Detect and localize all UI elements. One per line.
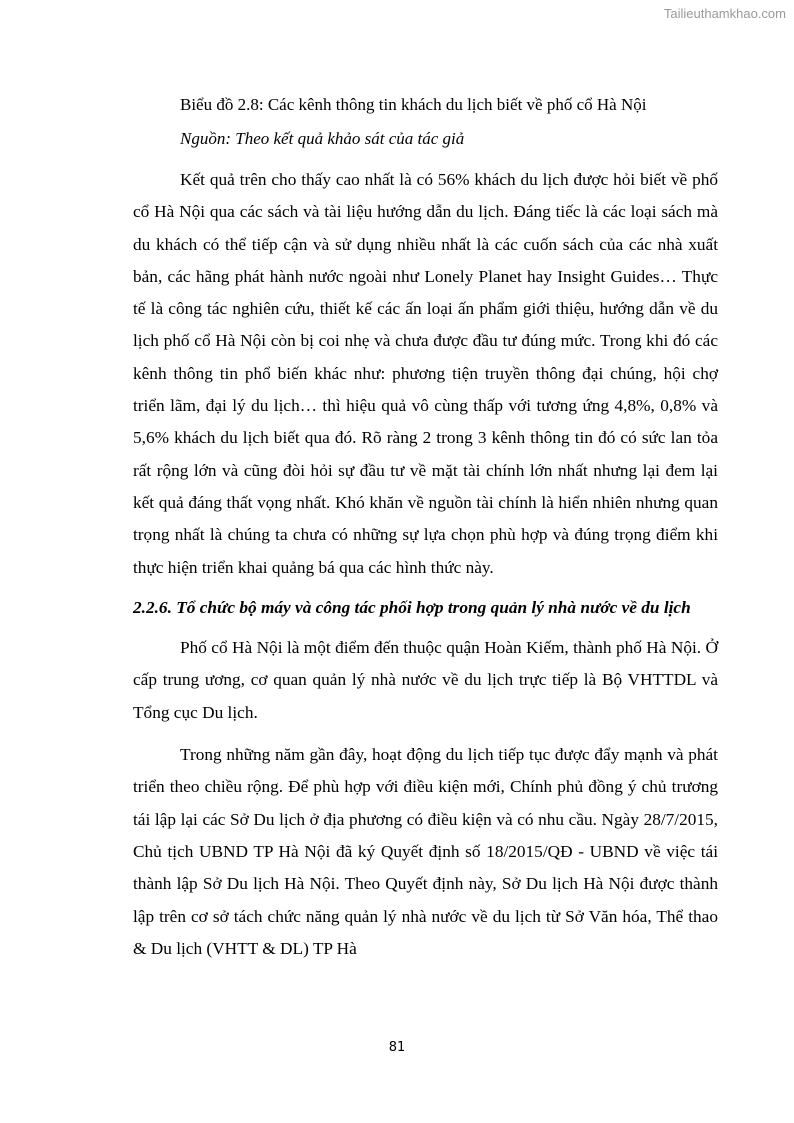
section-heading: 2.2.6. Tổ chức bộ máy và công tác phối hợp trong quản lý nhà nước về du lịch bbox=[133, 597, 691, 617]
watermark: Tailieuthamkhao.com bbox=[663, 6, 786, 21]
page-number: 81 bbox=[388, 1040, 406, 1055]
document-page bbox=[133, 88, 718, 965]
paragraph-3: Trong những năm gần đây, hoạt động du lịch tiếp tục được đẩy mạnh và phát triển theo chiều rộng. Để phù hợp với điều kiện mới, Chính phủ đồng ý chủ trương tái lập lại các Sở Du lịch ở địa phương có điều kiện và có nhu cầu. Ngày 28/7/2015, Chủ tịch UBND TP Hà Nội đã ký Quyết định số 18/2015/QĐ - UBND về việc tái thành lập Sở Du lịch Hà Nội. Theo Quyết định này, Sở Du lịch Hà Nội được thành lập trên cơ sở tách chức năng quản lý nhà nước về du lịch từ Sở Văn hóa, Thể thao & Du lịch (VHTT & DL) TP Hà bbox=[133, 745, 718, 958]
figure-source: Nguồn: Theo kết quả khảo sát của tác giả bbox=[180, 129, 465, 148]
paragraph-2: Phố cổ Hà Nội là một điểm đến thuộc quận Hoàn Kiếm, thành phố Hà Nội. Ở cấp trung ương, cơ quan quản lý nhà nước về du lịch trực tiếp là Bộ VHTTDL và Tổng cục Du lịch. bbox=[133, 638, 718, 722]
paragraph-1: Kết quả trên cho thấy cao nhất là có 56% khách du lịch được hỏi biết về phố cổ Hà Nội qua các sách và tài liệu hướng dẫn du lịch. Đáng tiếc là các loại sách mà du khách có thể tiếp cận và sử dụng nhiều nhất là các cuốn sách của các nhà xuất bản, các hãng phát hành nước ngoài như Lonely Planet hay Insight Guides… Thực tế là công tác nghiên cứu, thiết kế các ấn loại ấn phẩm giới thiệu, hướng dẫn về du lịch phố cổ Hà Nội còn bị coi nhẹ và chưa được đầu tư đúng mức. Trong khi đó các kênh thông tin phổ biến khác như: phương tiện truyền thông đại chúng, hội chợ triển lãm, đại lý du lịch… thì hiệu quả vô cùng thấp với tương ứng 4,8%, 0,8% và 5,6% khách du lịch biết qua đó. Rõ ràng 2 trong 3 kênh thông tin đó có sức lan tỏa rất rộng lớn và cũng đòi hỏi sự đầu tư về mặt tài chính lớn nhất nhưng lại đem lại kết quả đáng thất vọng nhất. Khó khăn về nguồn tài chính là hiển nhiên nhưng quan trọng nhất là chúng ta chưa có những sự lựa chọn phù hợp và đúng trọng điểm khi thực hiện triển khai quảng bá qua các hình thức này. bbox=[133, 170, 718, 577]
figure-caption: Biểu đồ 2.8: Các kênh thông tin khách du lịch biết về phố cổ Hà Nội bbox=[180, 95, 647, 114]
